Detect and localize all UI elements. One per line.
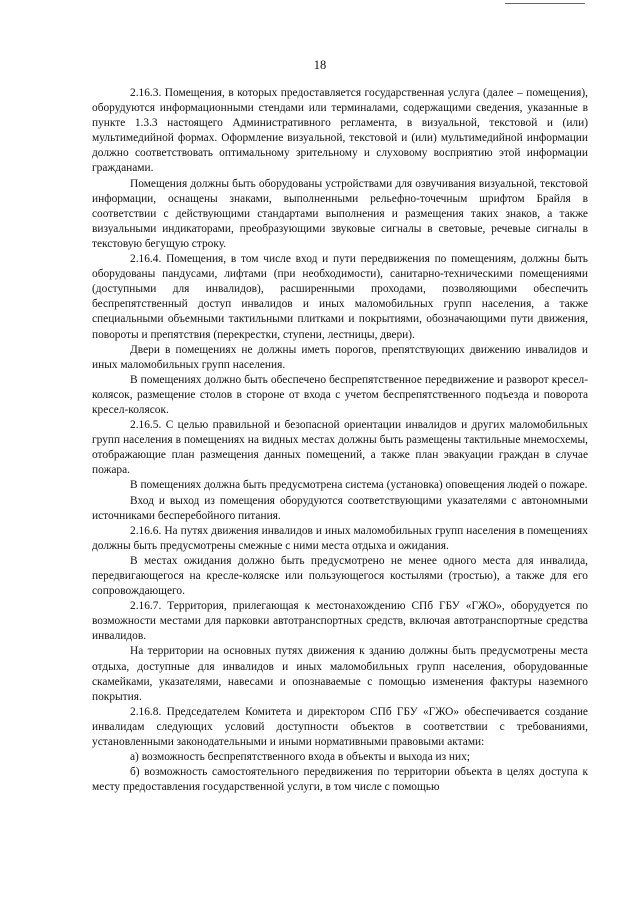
paragraph-braille-equipment: Помещения должны быть оборудованы устройствами для озвучивания визуальной, текстовой информации, оснащены знаками, выполненными рельефно-точечным шрифтом Брайля в соответствии с действующими стандартами выполнения и размещения таких знаков, а также визуальными индикаторами, преобразующими звуковые сигналы в световые, речевые сигналы в текстовую бегущую строку.: [92, 177, 588, 250]
paragraph-2-16-4: 2.16.4. Помещения, в том числе вход и пути передвижения по помещениям, должны быть оборудованы пандусами, лифтами (при необходимости), санитарно-техническими помещениями (доступными для инвалидов), расширенными проходами, позволяющими обеспечить беспрепятственный доступ инвалидов и иных маломобильных групп населения, а также специальными объемными тактильными плитками и покрытиями, обозначающими пути движения, повороты и препятствия (перекрестки, ступени, лестницы, двери).: [92, 253, 588, 341]
paragraph-2-16-8: 2.16.8. Председателем Комитета и директором СПб ГБУ «ГЖО» обеспечивается создание инвалидам следующих условий доступности объектов в соответствии с требованиями, установленными законодательными и иными нормативными правовыми актами:: [92, 705, 588, 749]
paragraph-2-16-3: 2.16.3. Помещения, в которых предоставляется государственная услуга (далее – помещения), оборудуются информационными стендами или терминалами, содержащими сведения, указанные в пункте 1.3.3 настоящего Административного регламента, в визуальной, текстовой и (или) мультимедийной формах. Оформление визуальной, текстовой и (или) мультимедийной информации должно соответствовать оптимальному зрительному и слуховому восприятию этой информации гражданами.: [92, 87, 588, 175]
top-edge-line: [505, 3, 585, 4]
page-number: 18: [313, 58, 327, 72]
paragraph-2-16-6: 2.16.6. На путях движения инвалидов и иных маломобильных групп населения в помещениях должны быть предусмотрены смежные с ними места отдыха и ожидания.: [92, 524, 588, 552]
paragraph-2-16-7: 2.16.7. Территория, прилегающая к местонахождению СПб ГБУ «ГЖО», оборудуется по возможности местами для парковки автотранспортных средств, включая автотранспортные средства инвалидов.: [92, 600, 588, 643]
paragraph-wheelchair-movement: В помещениях должно быть обеспечено беспрепятственное передвижение и разворот кресел-колясок, размещение столов в стороне от входа с учетом беспрепятственного подъезда и поворота кресел-колясок.: [92, 373, 588, 416]
paragraph-2-16-5: 2.16.5. С целью правильной и безопасной ориентации инвалидов и других маломобильных групп населения в помещениях на видных местах должны быть размещены тактильные мнемосхемы, отображающие план размещения данных помещений, а также план эвакуации граждан в случае пожара.: [92, 419, 588, 477]
list-item-a: а) возможность беспрепятственного входа в объекты и выхода из них;: [130, 751, 470, 764]
list-item-b: б) возможность самостоятельного передвижения по территории объекта в целях доступа к месту предоставления государственной услуги, в том числе с помощью: [92, 766, 588, 794]
document-body: [92, 86, 588, 795]
paragraph-entrance-signs: Вход и выход из помещения оборудуются соответствующими указателями с автономными источниками бесперебойного питания.: [92, 494, 588, 522]
paragraph-waiting-places: В местах ожидания должно быть предусмотрено не менее одного места для инвалида, передвигающегося на кресле-коляске или пользующегося костылями (тростью), а также для его сопровождающего.: [92, 554, 588, 598]
paragraph-doors: Двери в помещениях не должны иметь порогов, препятствующих движению инвалидов и иных маломобильных групп населения.: [92, 343, 588, 371]
paragraph-fire-alarm: В помещениях должна быть предусмотрена система (установка) оповещения людей о пожаре.: [130, 479, 588, 492]
paragraph-rest-places: На территории на основных путях движения к зданию должны быть предусмотрены места отдыха, доступные для инвалидов и иных маломобильных групп населения, оборудованные скамейками, указателями, навесами и опознаваемые с помощью изменения фактуры наземного покрытия.: [92, 645, 588, 703]
